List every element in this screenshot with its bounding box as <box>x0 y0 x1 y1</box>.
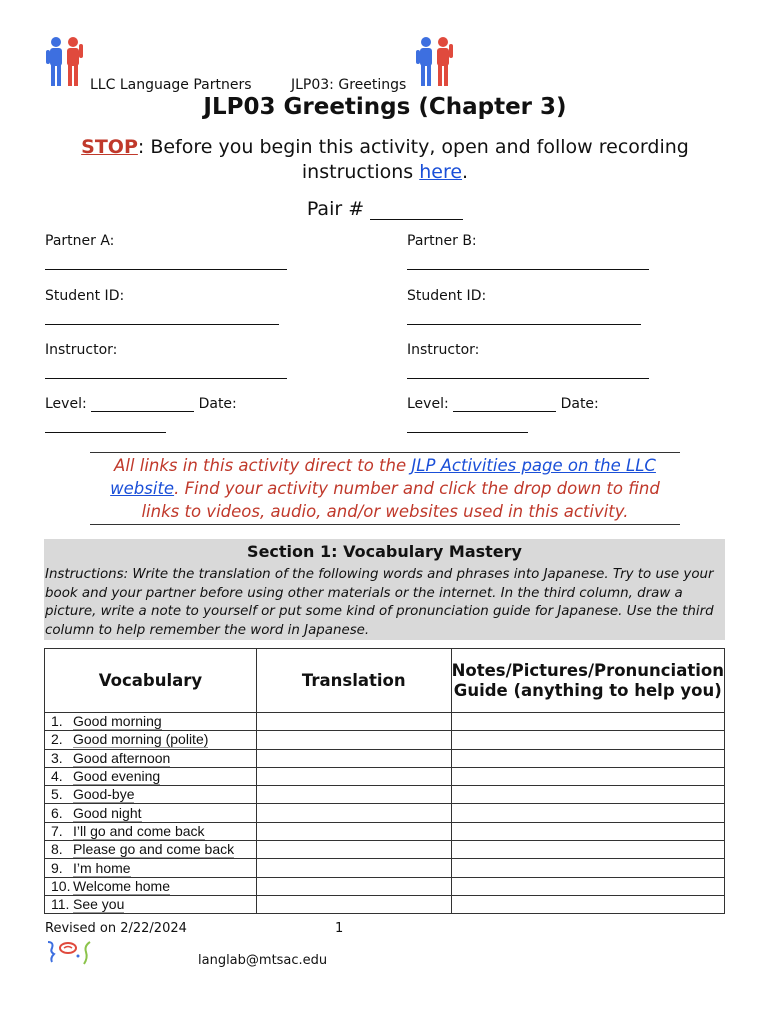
stop-text: : Before you begin this activity, open and follow recording instructions <box>137 136 689 183</box>
header-vocabulary: Vocabulary <box>45 649 257 713</box>
two-people-icon <box>416 34 454 90</box>
note-text-end: . Find your activity number and click the drop down to find links to videos, audio, and/or websites used in this activity. <box>141 479 660 521</box>
translation-cell[interactable] <box>256 822 451 840</box>
translation-cell[interactable] <box>256 731 451 749</box>
vocabulary-table <box>44 648 725 914</box>
two-people-icon <box>46 34 84 90</box>
student-id-b-blank[interactable] <box>407 324 641 325</box>
llc-website-link[interactable]: JLP Activities page on the LLC website <box>110 456 656 498</box>
student-id-a-label: Student ID: <box>45 288 125 304</box>
vocabulary-cell <box>45 859 257 877</box>
vocabulary-word: Good-bye <box>73 786 135 803</box>
table-row <box>45 859 725 877</box>
level-b-label: Level: <box>407 396 449 412</box>
recording-instructions-link[interactable]: here <box>419 161 463 183</box>
partner-a-label: Partner A: <box>45 233 115 249</box>
translation-cell[interactable] <box>256 786 451 804</box>
date-b-label: Date: <box>560 396 599 412</box>
stop-text-end: . <box>462 161 469 183</box>
table-row <box>45 804 725 822</box>
speech-bubbles-icon <box>44 938 98 970</box>
vocabulary-cell <box>45 822 257 840</box>
row-number: 9. <box>51 859 63 876</box>
vocabulary-cell <box>45 713 257 731</box>
links-note <box>90 452 680 525</box>
notes-cell[interactable] <box>451 895 724 913</box>
table-header-row <box>45 649 725 713</box>
translation-cell[interactable] <box>256 841 451 859</box>
instructor-b-blank[interactable] <box>407 378 649 379</box>
vocabulary-cell <box>45 749 257 767</box>
vocabulary-cell <box>45 841 257 859</box>
date-b-blank[interactable] <box>407 432 528 433</box>
table-row <box>45 731 725 749</box>
vocabulary-word: Welcome home <box>73 877 171 894</box>
stop-word: STOP <box>81 136 138 158</box>
pair-label: Pair # <box>306 198 365 220</box>
partner-b-blank[interactable] <box>407 269 649 270</box>
contact-email: langlab@mtsac.edu <box>198 953 328 968</box>
note-text: All links in this activity direct to the <box>114 456 412 475</box>
page-title: JLP03 Greetings (Chapter 3) <box>203 94 567 120</box>
instructor-b-label: Instructor: <box>407 342 480 358</box>
table-row <box>45 895 725 913</box>
vocabulary-cell <box>45 804 257 822</box>
date-a-blank[interactable] <box>45 432 166 433</box>
vocabulary-cell <box>45 767 257 785</box>
vocabulary-cell <box>45 895 257 913</box>
vocabulary-cell <box>45 877 257 895</box>
level-date-b <box>407 396 599 412</box>
section-title: Section 1: Vocabulary Mastery <box>247 542 522 561</box>
vocabulary-word: See you <box>73 896 125 913</box>
pair-field <box>0 198 770 220</box>
vocabulary-word: Good evening <box>73 768 161 785</box>
translation-cell[interactable] <box>256 804 451 822</box>
partner-a-blank[interactable] <box>45 269 287 270</box>
pair-blank[interactable] <box>370 201 463 220</box>
student-id-b-label: Student ID: <box>407 288 487 304</box>
notes-cell[interactable] <box>451 859 724 877</box>
vocabulary-cell <box>45 786 257 804</box>
table-row <box>45 713 725 731</box>
row-number: 7. <box>51 822 63 839</box>
table-row <box>45 822 725 840</box>
row-number: 4. <box>51 768 63 785</box>
table-row <box>45 786 725 804</box>
vocabulary-word: Please go and come back <box>73 841 235 858</box>
translation-cell[interactable] <box>256 713 451 731</box>
row-number: 1. <box>51 713 63 730</box>
level-date-a <box>45 396 237 412</box>
row-number: 10. <box>51 877 71 894</box>
row-number: 6. <box>51 804 63 821</box>
vocabulary-word: I’ll go and come back <box>73 822 205 839</box>
row-number: 11. <box>51 896 70 913</box>
notes-cell[interactable] <box>451 841 724 859</box>
date-a-label: Date: <box>198 396 237 412</box>
row-number: 8. <box>51 841 63 858</box>
level-a-blank[interactable] <box>91 397 194 412</box>
notes-cell[interactable] <box>451 877 724 895</box>
vocabulary-word: Good morning (polite) <box>73 731 209 748</box>
student-id-a-blank[interactable] <box>45 324 279 325</box>
translation-cell[interactable] <box>256 767 451 785</box>
header-org: LLC Language Partners <box>90 77 252 93</box>
vocabulary-word: Good morning <box>73 713 162 730</box>
vocabulary-cell <box>45 731 257 749</box>
notes-cell[interactable] <box>451 767 724 785</box>
section-instructions: Instructions: Write the translation of the following words and phrases into Japanese. Try to use your book and your partner before using other materials or the internet. In the third column, draw a picture, write a note to yourself or put some kind of pronunciation guide for Japanese. Use the third column to help remember the word in Japanese. <box>45 567 714 638</box>
level-a-label: Level: <box>45 396 87 412</box>
table-row <box>45 877 725 895</box>
revised-date: Revised on 2/22/2024 <box>45 921 187 936</box>
translation-cell[interactable] <box>256 859 451 877</box>
row-number: 5. <box>51 786 63 803</box>
vocabulary-word: I’m home <box>73 859 131 876</box>
instructor-a-label: Instructor: <box>45 342 118 358</box>
row-number: 2. <box>51 731 63 748</box>
translation-cell[interactable] <box>256 877 451 895</box>
table-row <box>45 767 725 785</box>
notes-cell[interactable] <box>451 822 724 840</box>
notes-cell[interactable] <box>451 731 724 749</box>
header-course: JLP03: Greetings <box>291 77 407 93</box>
notes-cell[interactable] <box>451 749 724 767</box>
partner-b-label: Partner B: <box>407 233 477 249</box>
notes-cell[interactable] <box>451 713 724 731</box>
level-b-blank[interactable] <box>453 397 556 412</box>
vocabulary-word: Good afternoon <box>73 749 171 766</box>
stop-instruction <box>40 135 730 185</box>
vocabulary-word: Good night <box>73 804 142 821</box>
row-number: 3. <box>51 749 63 766</box>
page-number: 1 <box>335 921 344 936</box>
translation-cell[interactable] <box>256 749 451 767</box>
table-row <box>45 841 725 859</box>
table-row <box>45 749 725 767</box>
translation-cell[interactable] <box>256 895 451 913</box>
header-translation: Translation <box>256 649 451 713</box>
notes-cell[interactable] <box>451 786 724 804</box>
notes-cell[interactable] <box>451 804 724 822</box>
header-notes: Notes/Pictures/Pronunciation Guide (anything to help you) <box>451 649 724 713</box>
section-header <box>44 539 725 640</box>
instructor-a-blank[interactable] <box>45 378 287 379</box>
